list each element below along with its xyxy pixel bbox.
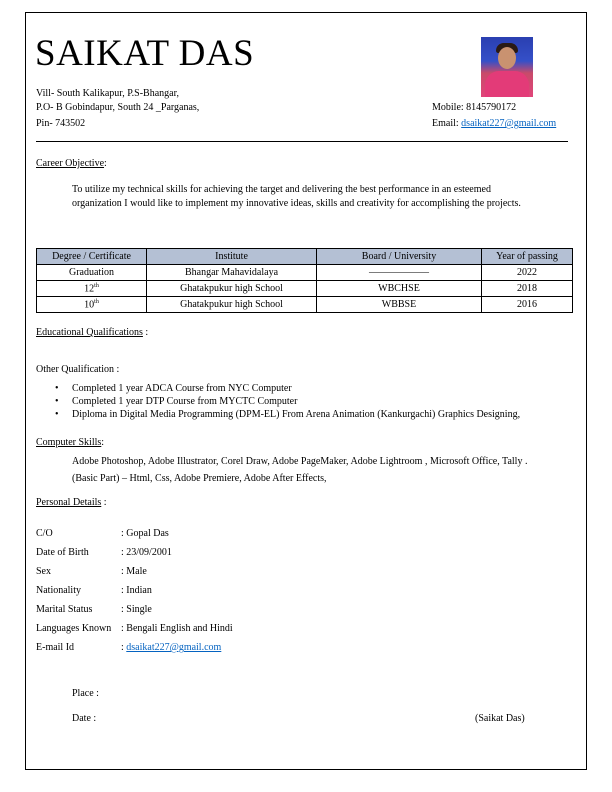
ordinal: th — [94, 282, 99, 289]
label-nationality: Nationality — [36, 585, 81, 596]
list-item: • Diploma in Digital Media Programming (DPM-EL) From Arena Animation (Kankurgachi) Graphics Designing, — [55, 409, 520, 422]
colon: : — [101, 437, 105, 448]
cell: Bhangar Mahavidalaya — [147, 265, 317, 281]
value-co: : Gopal Das — [121, 528, 169, 539]
personal-heading — [36, 497, 107, 508]
email-row — [432, 118, 556, 129]
profile-photo — [481, 37, 533, 97]
col-board: Board / University — [317, 249, 482, 265]
value-marital: : Single — [121, 604, 152, 615]
degree: 10 — [84, 299, 95, 311]
place-label: Place : — [72, 688, 99, 699]
cell: Graduation — [37, 265, 147, 281]
email-link[interactable]: dsaikat227@gmail.com — [461, 118, 557, 129]
label-email: E-mail Id — [36, 642, 75, 653]
table-row — [37, 265, 573, 281]
list-item: • Completed 1 year DTP Course from MYCTC Computer — [55, 396, 520, 409]
col-year: Year of passing — [482, 249, 573, 265]
career-text-2: organization I would like to implement my innovative ideas, skills and creativity for accomplishing the projects. — [72, 198, 521, 209]
label-marital: Marital Status — [36, 604, 93, 615]
personal-email-link[interactable]: dsaikat227@gmail.com — [126, 642, 222, 653]
candidate-name: SAIKAT DAS — [35, 33, 255, 74]
email-label: Email: — [432, 118, 462, 129]
value-sex: : Male — [121, 566, 147, 577]
mobile: Mobile: 8145790172 — [432, 102, 517, 113]
label-languages: Languages Known — [36, 623, 112, 634]
cell: WBCHSE — [317, 281, 482, 297]
colon: : — [121, 642, 127, 653]
value-languages: : Bengali English and Hindi — [121, 623, 233, 634]
date-label: Date : — [72, 713, 97, 724]
value-dob: : 23/09/2001 — [121, 547, 172, 558]
cell: WBBSE — [317, 297, 482, 313]
list-item: • Completed 1 year ADCA Course from NYC Computer — [55, 383, 520, 396]
col-degree: Degree / Certificate — [37, 249, 147, 265]
skills-line-1: Adobe Photoshop, Adobe Illustrator, Corel Draw, Adobe PageMaker, Adobe Lightroom , Microsoft Office, Tally . — [72, 456, 528, 467]
ordinal: th — [94, 298, 99, 305]
table-row — [37, 281, 573, 297]
education-heading — [36, 327, 148, 338]
cell: 2018 — [482, 281, 573, 297]
skills-line-2: (Basic Part) – Html, Css, Adobe Premiere, Adobe After Effects, — [72, 473, 327, 484]
label-dob: Date of Birth — [36, 547, 89, 558]
cell: 2022 — [482, 265, 573, 281]
skills-heading-text: Computer Skills — [36, 437, 102, 448]
table-row — [37, 297, 573, 313]
career-heading — [36, 158, 107, 169]
address-line-1: Vill- South Kalikapur, P.S-Bhangar, — [36, 88, 180, 99]
degree: 12 — [84, 283, 95, 295]
other-heading: Other Qualification : — [36, 364, 120, 375]
value-nationality: : Indian — [121, 585, 152, 596]
cell: Ghatakpukur high School — [147, 297, 317, 313]
cell: Ghatakpukur high School — [147, 281, 317, 297]
skills-heading — [36, 437, 104, 448]
cell — [37, 297, 147, 313]
colon: : — [142, 327, 149, 338]
address-line-2: P.O- B Gobindapur, South 24 _Parganas, — [36, 102, 200, 113]
cell: 2016 — [482, 297, 573, 313]
label-co: C/O — [36, 528, 53, 539]
label-sex: Sex — [36, 566, 51, 577]
table-header — [37, 249, 573, 265]
personal-heading-text: Personal Details — [36, 497, 102, 508]
address-line-3: Pin- 743502 — [36, 118, 86, 129]
colon: : — [101, 497, 107, 508]
signature: (Saikat Das) — [475, 713, 525, 724]
col-institute: Institute — [147, 249, 317, 265]
cell — [37, 281, 147, 297]
colon: : — [104, 158, 107, 169]
education-table — [36, 248, 573, 313]
career-heading-text: Career Objective — [36, 158, 105, 169]
other-qualifications-list — [55, 383, 520, 422]
education-heading-text: Educational Qualifications — [36, 327, 143, 338]
value-email — [121, 642, 221, 653]
cell: —————— — [317, 265, 482, 281]
divider — [36, 141, 568, 142]
career-text-1: To utilize my technical skills for achieving the target and delivering the best performance in an esteemed — [72, 184, 491, 195]
